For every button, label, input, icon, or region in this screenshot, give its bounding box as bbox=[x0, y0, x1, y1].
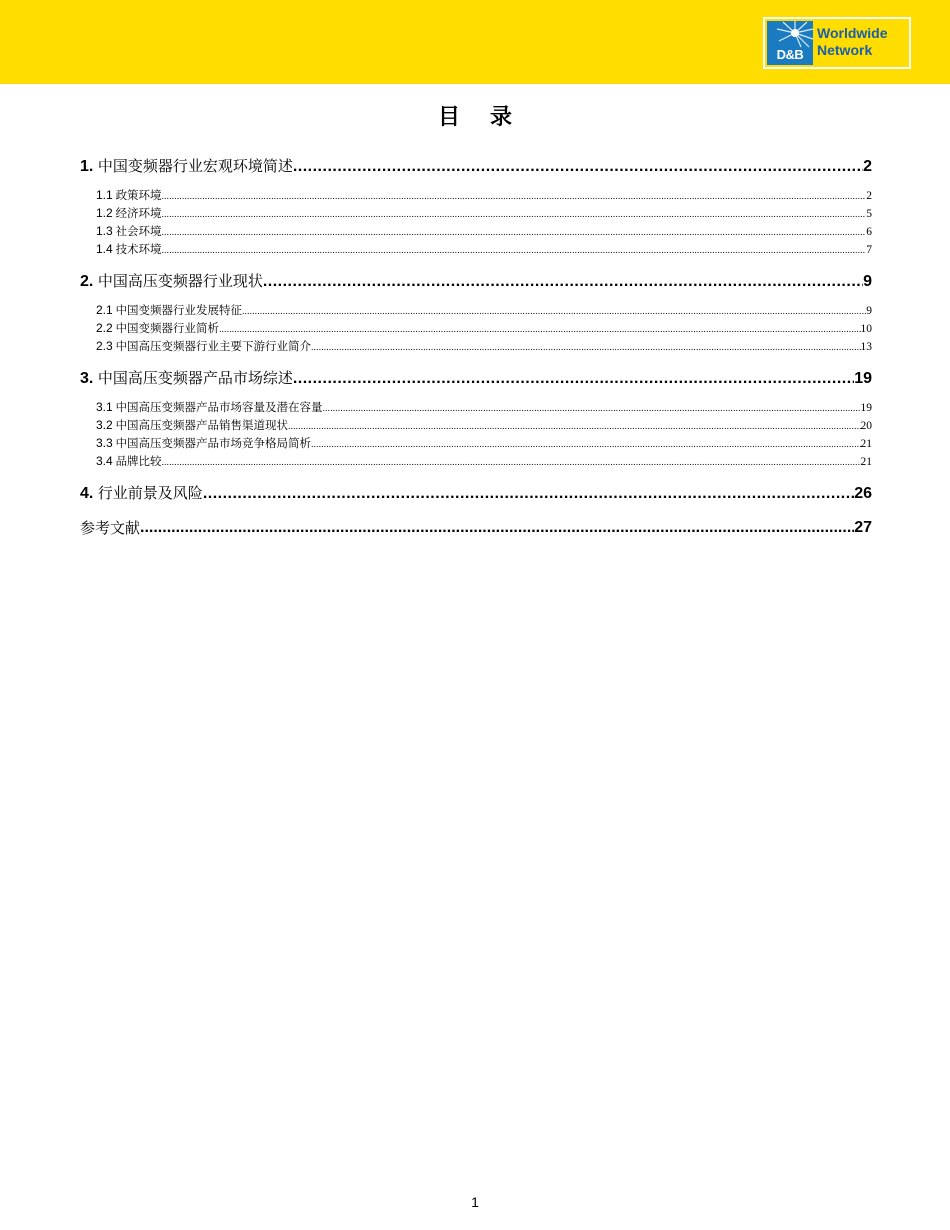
toc-item-page: 7 bbox=[866, 244, 872, 256]
toc-section-4[interactable] bbox=[80, 481, 872, 507]
toc-item-number: 3.3 bbox=[96, 436, 113, 450]
toc-item-text: 中国高压变频器产品市场竞争格局简析 bbox=[115, 436, 312, 450]
toc-item-number: 2.2 bbox=[96, 321, 113, 335]
toc-item-number: 3.1 bbox=[96, 400, 113, 414]
toc-item-text: 中国变频器行业发展特征 bbox=[115, 303, 243, 317]
toc-spacer bbox=[80, 259, 872, 265]
toc-dot-leader bbox=[288, 417, 860, 435]
toc-item-1-4[interactable] bbox=[80, 241, 872, 259]
toc-section-number: 4. bbox=[80, 485, 94, 502]
toc-item-page: 13 bbox=[860, 341, 872, 353]
toc-item-text: 社会环境 bbox=[115, 224, 162, 238]
toc-item-title bbox=[96, 186, 162, 205]
toc-references-text: 参考文献 bbox=[80, 519, 141, 537]
toc-section-separator: . bbox=[88, 370, 94, 387]
toc-item-page: 21 bbox=[860, 438, 872, 450]
toc-dot-leader bbox=[162, 453, 861, 471]
toc-item-2-1[interactable] bbox=[80, 302, 872, 320]
toc-item-number: 3.4 bbox=[96, 454, 113, 468]
toc-references[interactable] bbox=[80, 515, 872, 541]
toc-item-2-2[interactable] bbox=[80, 320, 872, 338]
toc-item-3-4[interactable] bbox=[80, 453, 872, 471]
toc-item-page: 2 bbox=[866, 190, 872, 202]
toc-item-text: 技术环境 bbox=[115, 242, 162, 256]
toc-spacer bbox=[80, 356, 872, 362]
dnb-logo bbox=[763, 17, 911, 69]
toc-section-title bbox=[80, 153, 293, 180]
toc-dot-leader bbox=[219, 320, 860, 338]
toc-item-text: 中国高压变频器行业主要下游行业简介 bbox=[115, 339, 312, 353]
toc-section-title bbox=[80, 268, 263, 295]
toc-item-number: 2.3 bbox=[96, 339, 113, 353]
toc-section-1[interactable] bbox=[80, 154, 872, 180]
toc-dot-leader bbox=[242, 302, 866, 320]
toc-item-text: 中国高压变频器产品市场容量及潜在容量 bbox=[115, 400, 323, 414]
toc-dot-leader bbox=[162, 223, 867, 241]
toc-item-1-3[interactable] bbox=[80, 223, 872, 241]
toc-section-separator: . bbox=[88, 158, 94, 175]
toc-item-page: 5 bbox=[866, 208, 872, 220]
toc-dot-leader bbox=[311, 435, 860, 453]
logo-wordmark bbox=[817, 25, 909, 59]
toc-item-title bbox=[96, 434, 311, 453]
toc-item-number: 1.4 bbox=[96, 242, 113, 256]
toc-section-page: 2 bbox=[863, 158, 872, 175]
toc-item-page: 20 bbox=[860, 420, 872, 432]
toc-item-1-1[interactable] bbox=[80, 187, 872, 205]
toc-item-text: 中国变频器行业简析 bbox=[115, 321, 220, 335]
toc-item-page: 9 bbox=[866, 305, 872, 317]
toc-section-separator: . bbox=[88, 273, 94, 290]
header-band bbox=[0, 0, 950, 84]
table-of-contents bbox=[80, 154, 872, 541]
toc-section-text: 中国高压变频器产品市场综述 bbox=[97, 369, 293, 387]
toc-dot-leader bbox=[293, 154, 863, 180]
logo-line-2: Network bbox=[817, 42, 873, 58]
toc-section-3[interactable] bbox=[80, 366, 872, 392]
toc-item-text: 品牌比较 bbox=[115, 454, 162, 468]
toc-item-text: 政策环境 bbox=[115, 188, 162, 202]
toc-item-title bbox=[96, 319, 219, 338]
toc-section-text: 中国变频器行业宏观环境简述 bbox=[97, 157, 293, 175]
logo-mark-text: D&B bbox=[776, 47, 804, 62]
toc-item-page: 10 bbox=[860, 323, 872, 335]
toc-dot-leader bbox=[311, 338, 860, 356]
toc-section-page: 26 bbox=[854, 485, 872, 502]
toc-spacer bbox=[80, 471, 872, 477]
toc-item-text: 中国高压变频器产品销售渠道现状 bbox=[115, 418, 289, 432]
logo-line-1: Worldwide bbox=[817, 25, 888, 41]
dnb-globe-icon bbox=[767, 21, 813, 65]
toc-item-3-2[interactable] bbox=[80, 417, 872, 435]
toc-dot-leader bbox=[162, 205, 867, 223]
toc-section-title bbox=[80, 365, 293, 392]
toc-item-title bbox=[96, 337, 311, 356]
toc-section-title bbox=[80, 480, 203, 507]
toc-item-page: 21 bbox=[860, 456, 872, 468]
toc-item-title bbox=[96, 398, 323, 417]
toc-item-number: 1.2 bbox=[96, 206, 113, 220]
toc-item-title bbox=[96, 204, 162, 223]
toc-references-title bbox=[80, 515, 140, 541]
toc-item-page: 19 bbox=[860, 402, 872, 414]
toc-dot-leader bbox=[162, 187, 867, 205]
toc-dot-leader bbox=[323, 399, 861, 417]
page-title: 目录 bbox=[437, 105, 542, 130]
page-number: 1 bbox=[471, 1194, 479, 1210]
toc-section-page: 19 bbox=[854, 370, 872, 387]
toc-item-title bbox=[96, 240, 162, 259]
toc-references-page: 27 bbox=[854, 519, 872, 536]
toc-item-3-3[interactable] bbox=[80, 435, 872, 453]
toc-section-2[interactable] bbox=[80, 269, 872, 295]
toc-section-number: 2 bbox=[80, 273, 89, 290]
toc-item-title bbox=[96, 452, 162, 471]
toc-item-title bbox=[96, 416, 288, 435]
toc-dot-leader bbox=[203, 481, 854, 507]
toc-item-number: 2.1 bbox=[96, 303, 113, 317]
toc-section-page: 9 bbox=[863, 273, 872, 290]
toc-dot-leader bbox=[140, 515, 854, 541]
toc-item-number: 3.2 bbox=[96, 418, 113, 432]
toc-section-text: 中国高压变频器行业现状 bbox=[97, 272, 263, 290]
toc-item-number: 1.1 bbox=[96, 188, 113, 202]
toc-section-number: 1 bbox=[80, 158, 89, 175]
toc-section-number: 3 bbox=[80, 370, 89, 387]
toc-item-text: 经济环境 bbox=[115, 206, 162, 220]
toc-item-number: 1.3 bbox=[96, 224, 113, 238]
toc-section-text: 行业前景及风险 bbox=[97, 484, 203, 502]
toc-dot-leader bbox=[263, 269, 863, 295]
toc-item-title bbox=[96, 301, 242, 320]
toc-item-1-2[interactable] bbox=[80, 205, 872, 223]
toc-item-2-3[interactable] bbox=[80, 338, 872, 356]
toc-item-title bbox=[96, 222, 162, 241]
toc-dot-leader bbox=[162, 241, 867, 259]
toc-item-3-1[interactable] bbox=[80, 399, 872, 417]
toc-dot-leader bbox=[293, 366, 854, 392]
toc-item-page: 6 bbox=[866, 226, 872, 238]
